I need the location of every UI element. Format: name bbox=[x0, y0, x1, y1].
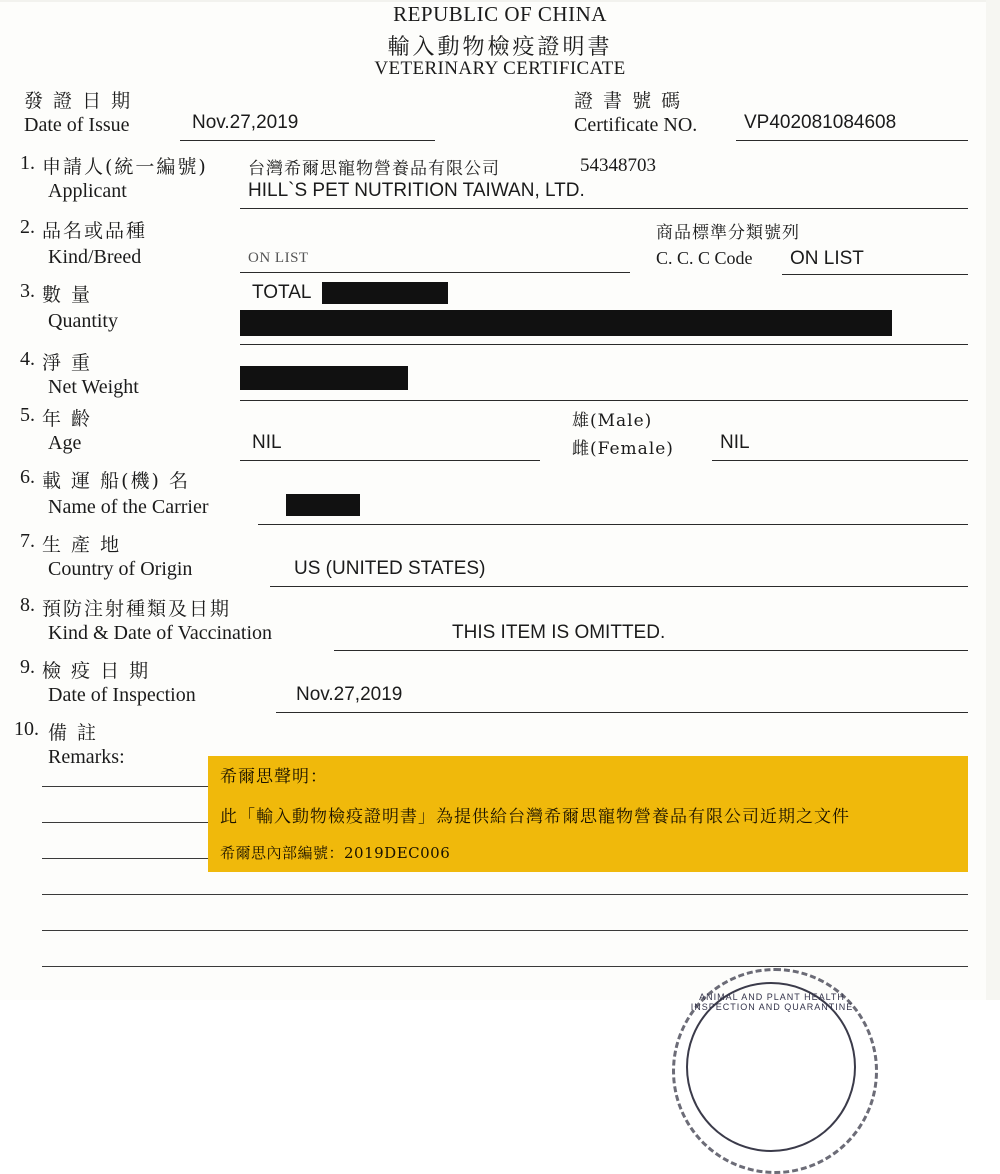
remarks-line-5 bbox=[42, 930, 968, 931]
field-10-number: 10. bbox=[14, 718, 39, 740]
scan-edge-top bbox=[0, 0, 1000, 2]
field-1-value-en: HILL`S PET NUTRITION TAIWAN, LTD. bbox=[248, 180, 585, 201]
header-country: REPUBLIC OF CHINA bbox=[393, 2, 607, 26]
field-1-number: 1. bbox=[20, 152, 35, 174]
field-8-label-en: Kind & Date of Vaccination bbox=[48, 622, 273, 644]
certificate-no-value: VP402081084608 bbox=[744, 112, 897, 133]
field-5-right-underline bbox=[712, 460, 968, 461]
field-3-redaction-1 bbox=[322, 282, 448, 304]
field-7-label-en: Country of Origin bbox=[48, 558, 193, 580]
certificate-no-underline bbox=[736, 140, 968, 141]
field-5-number: 5. bbox=[20, 404, 35, 426]
field-5-value: NIL bbox=[252, 432, 282, 453]
field-10-label-cn: 備 註 bbox=[48, 722, 99, 744]
field-7-number: 7. bbox=[20, 530, 35, 552]
issue-date-underline bbox=[180, 140, 435, 141]
field-5-label-cn: 年 齡 bbox=[42, 408, 93, 430]
remarks-line-4 bbox=[42, 894, 968, 895]
field-6-number: 6. bbox=[20, 466, 35, 488]
field-9-value: Nov.27,2019 bbox=[296, 684, 403, 705]
ccc-code-value: ON LIST bbox=[790, 248, 864, 269]
field-1-label-cn: 申請人(統一編號) bbox=[42, 156, 208, 178]
remarks-highlight-text-1: 希爾思聲明： bbox=[220, 767, 328, 787]
field-1-value-cn: 台灣希爾思寵物營養品有限公司 bbox=[248, 159, 500, 179]
field-7-value: US (UNITED STATES) bbox=[294, 558, 486, 579]
field-3-label-cn: 數 量 bbox=[42, 284, 93, 306]
certificate-no-label-cn: 證 書 號 碼 bbox=[574, 90, 683, 112]
field-5-right-value: NIL bbox=[720, 432, 750, 453]
remarks-line-6 bbox=[42, 966, 968, 967]
field-9-underline bbox=[276, 712, 968, 713]
official-stamp bbox=[672, 968, 872, 1168]
ccc-code-label-en: C. C. C Code bbox=[656, 248, 753, 268]
field-5-male-label: 雄(Male) bbox=[572, 411, 653, 431]
field-5-underline bbox=[240, 460, 540, 461]
official-stamp-text: ANIMAL AND PLANT HEALTH INSPECTION AND QUARANTINE bbox=[690, 992, 854, 1012]
field-5-label-en: Age bbox=[48, 432, 82, 454]
field-6-underline bbox=[258, 524, 968, 525]
field-2-value: ON LIST bbox=[248, 250, 309, 266]
field-1-underline bbox=[240, 208, 968, 209]
field-3-label-en: Quantity bbox=[48, 310, 118, 332]
scan-edge-right bbox=[986, 0, 1000, 1000]
field-9-number: 9. bbox=[20, 656, 35, 678]
field-6-label-en: Name of the Carrier bbox=[48, 496, 209, 518]
field-2-number: 2. bbox=[20, 216, 35, 238]
header-title-en: VETERINARY CERTIFICATE bbox=[374, 58, 626, 79]
field-4-label-cn: 淨 重 bbox=[42, 352, 93, 374]
field-8-underline bbox=[334, 650, 968, 651]
field-6-label-cn: 載 運 船(機) 名 bbox=[42, 470, 190, 492]
certificate-no-label-en: Certificate NO. bbox=[574, 114, 698, 136]
field-3-number: 3. bbox=[20, 280, 35, 302]
field-9-label-en: Date of Inspection bbox=[48, 684, 196, 706]
field-3-value: TOTAL bbox=[252, 282, 312, 303]
field-6-redaction bbox=[286, 494, 360, 516]
field-8-value: THIS ITEM IS OMITTED. bbox=[452, 622, 666, 643]
field-3-redaction-2 bbox=[240, 310, 892, 336]
remarks-highlight-text-3: 希爾思內部編號：2019DEC006 bbox=[220, 844, 451, 862]
issue-date-value: Nov.27,2019 bbox=[192, 112, 299, 133]
field-4-underline bbox=[240, 400, 968, 401]
field-4-label-en: Net Weight bbox=[48, 376, 139, 398]
field-7-label-cn: 生 產 地 bbox=[42, 534, 122, 556]
issue-date-label-cn: 發 證 日 期 bbox=[24, 90, 133, 112]
field-7-underline bbox=[270, 586, 968, 587]
header-title-cn: 輸入動物檢疫證明書 bbox=[387, 35, 613, 60]
issue-date-label-en: Date of Issue bbox=[24, 114, 130, 136]
field-2-label-cn: 品名或品種 bbox=[42, 220, 148, 242]
field-9-label-cn: 檢 疫 日 期 bbox=[42, 660, 151, 682]
field-2-label-en: Kind/Breed bbox=[48, 246, 142, 268]
field-5-female-label: 雌(Female) bbox=[572, 439, 674, 459]
remarks-highlight-text-2: 此「輸入動物檢疫證明書」為提供給台灣希爾思寵物營養品有限公司近期之文件 bbox=[220, 807, 850, 827]
field-4-redaction bbox=[240, 366, 408, 390]
ccc-code-label-cn: 商品標準分類號列 bbox=[656, 223, 800, 243]
ccc-code-underline bbox=[782, 274, 968, 275]
field-4-number: 4. bbox=[20, 348, 35, 370]
field-1-value-id: 54348703 bbox=[580, 155, 656, 176]
field-2-underline bbox=[240, 272, 630, 273]
field-8-number: 8. bbox=[20, 594, 35, 616]
field-10-label-en: Remarks: bbox=[48, 746, 125, 768]
field-8-label-cn: 預防注射種類及日期 bbox=[42, 598, 232, 620]
field-3-underline bbox=[240, 344, 968, 345]
field-1-label-en: Applicant bbox=[48, 180, 127, 202]
